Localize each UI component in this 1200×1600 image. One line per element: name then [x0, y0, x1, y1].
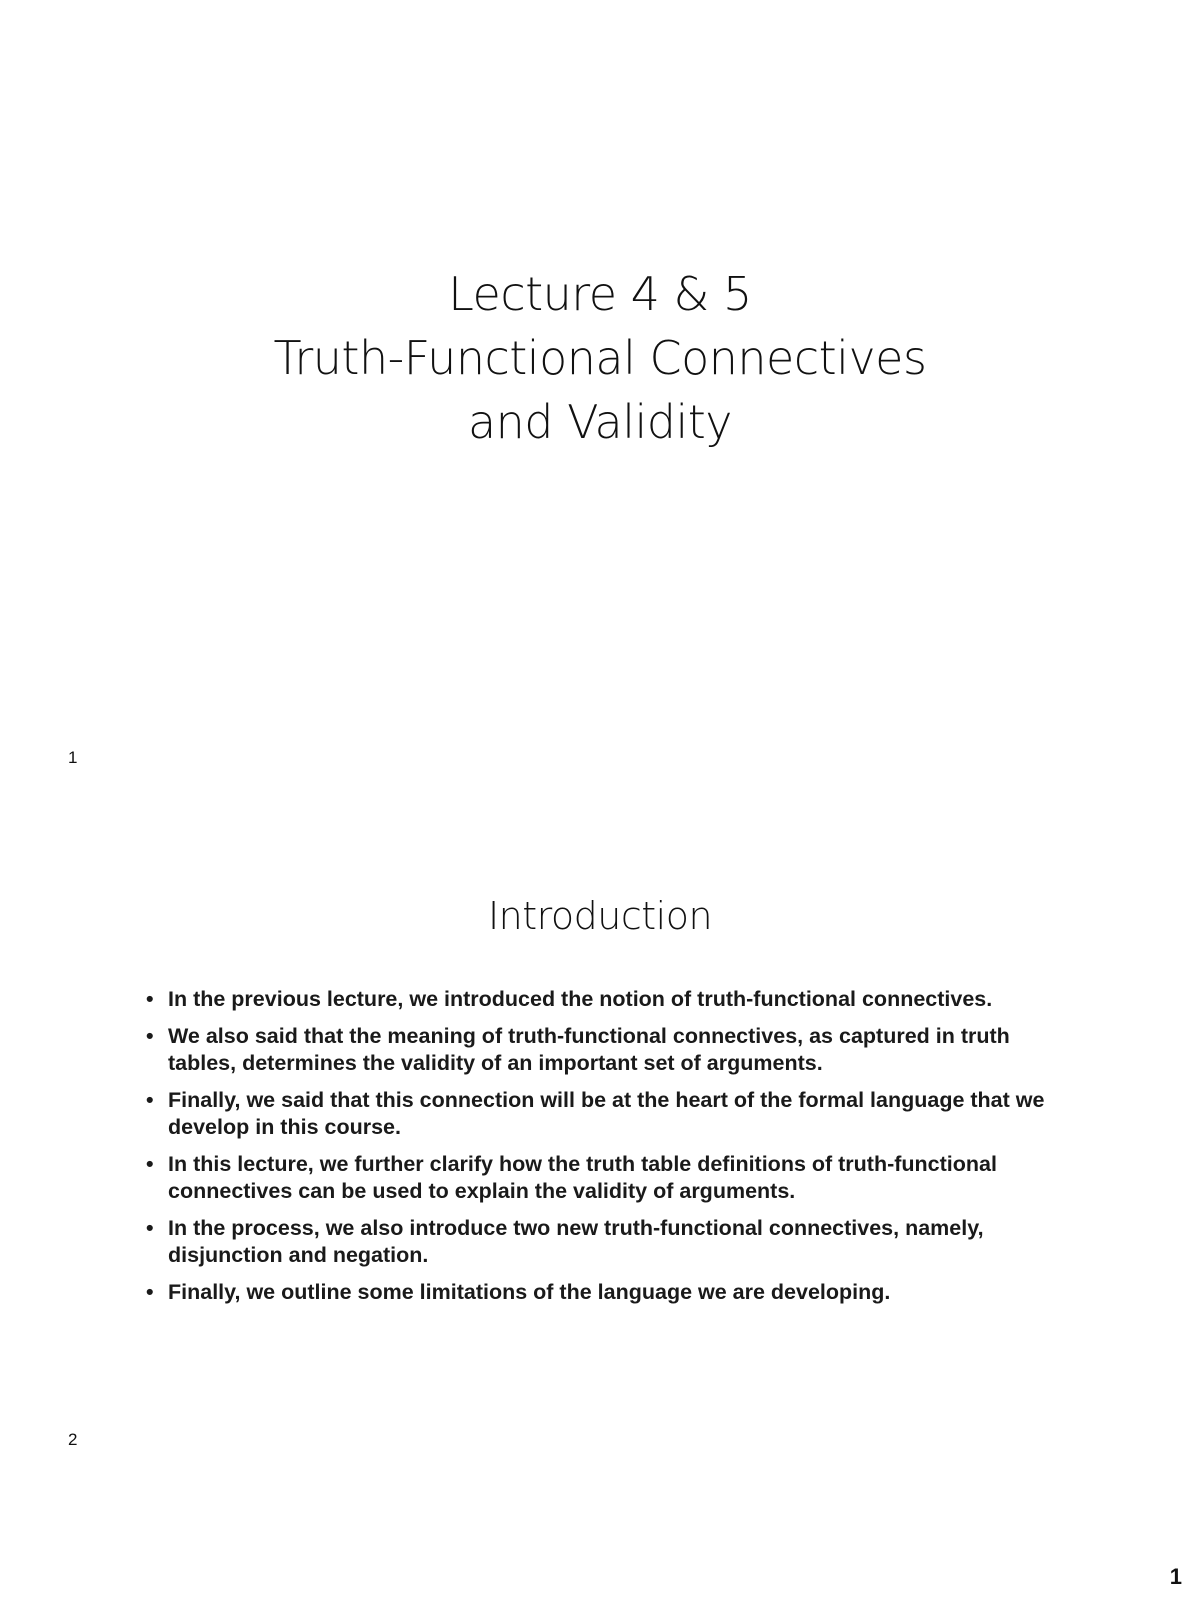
bullet-text: Finally, we outline some limitations of the language we are developing. — [168, 1280, 891, 1304]
bullet-text: Finally, we said that this connection will be at the heart of the formal language that we develop in this course. — [168, 1088, 1045, 1139]
page-number: 1 — [1169, 1564, 1182, 1589]
bullet-item — [146, 986, 1056, 1013]
title-line-3: and Validity — [467, 395, 733, 449]
bullet-icon: • — [146, 1152, 154, 1176]
title-line-2: Truth-Functional Connectives — [273, 331, 927, 385]
slide-title — [0, 262, 1200, 454]
slide-2 — [0, 820, 1200, 1520]
slide-number: 1 — [68, 748, 78, 767]
bullet-icon: • — [146, 1216, 154, 1240]
bullet-text: In the previous lecture, we introduced the notion of truth-functional connectives. — [168, 987, 993, 1011]
bullet-item — [146, 1023, 1056, 1077]
title-line-1: Lecture 4 & 5 — [448, 267, 752, 321]
bullet-icon: • — [146, 987, 154, 1011]
bullet-text: In the process, we also introduce two new truth-functional connectives, namely, disjunction and negation. — [168, 1216, 984, 1267]
bullet-text: In this lecture, we further clarify how the truth table definitions of truth-functional connectives can be used to explain the validity of arguments. — [168, 1152, 997, 1203]
bullet-item — [146, 1087, 1056, 1141]
bullet-icon: • — [146, 1088, 154, 1112]
bullet-list — [146, 986, 1056, 1316]
bullet-item — [146, 1151, 1056, 1205]
bullet-text: We also said that the meaning of truth-functional connectives, as captured in truth tables, determines the validity of an important set of arguments. — [168, 1024, 1010, 1075]
section-heading: Introduction — [487, 894, 713, 938]
bullet-item — [146, 1215, 1056, 1269]
slide-number: 2 — [68, 1430, 78, 1449]
bullet-icon: • — [146, 1024, 154, 1048]
bullet-icon: • — [146, 1280, 154, 1304]
bullet-item — [146, 1279, 1056, 1306]
